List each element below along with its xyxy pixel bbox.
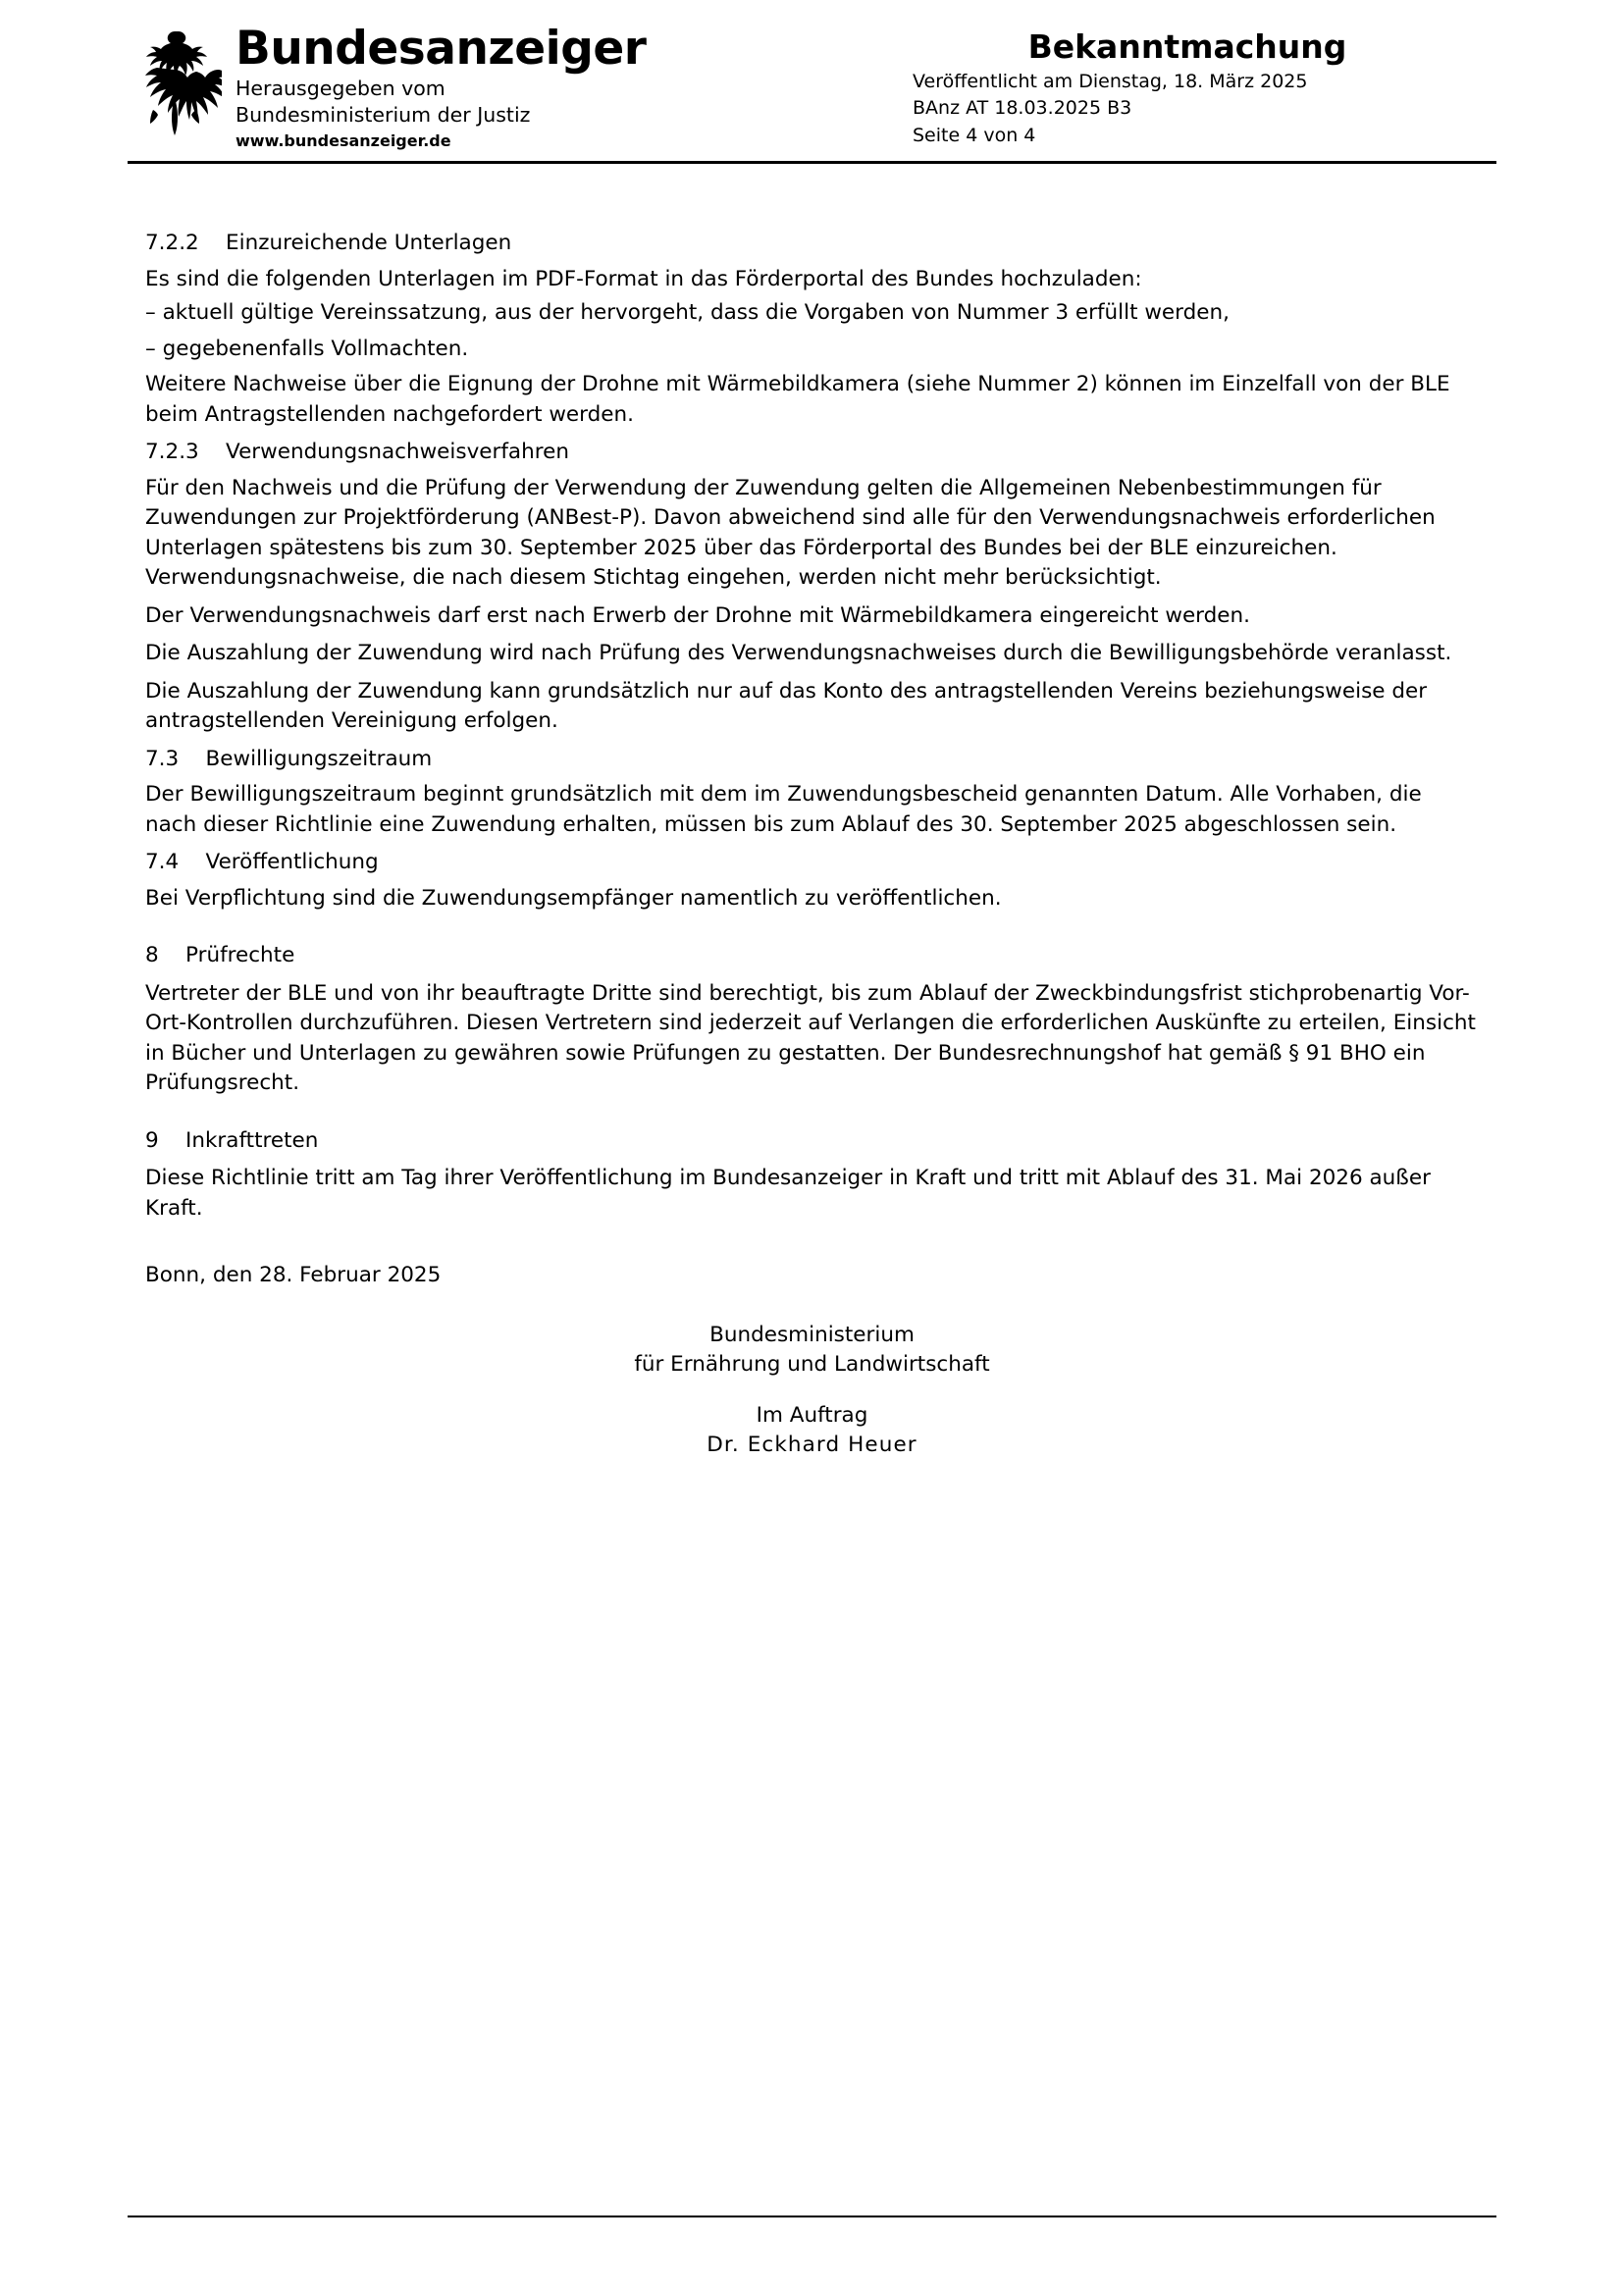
spacer [145, 921, 1479, 941]
paragraph-7-4-1: Bei Verpflichtung sind die Zuwendungsempfänger namentlich zu veröffentlichen. [145, 885, 1002, 911]
signer-name: Dr. Eckhard Heuer [707, 1432, 917, 1457]
list-item: – gegebenenfalls Vollmachten. [145, 336, 469, 361]
spacer [145, 1107, 1479, 1126]
brand-title: Bundesanzeiger [236, 22, 647, 76]
brand-website-url: www.bundesanzeiger.de [236, 131, 451, 150]
paragraph-7-2-3-1: Für den Nachweis und die Prüfung der Verwendung der Zuwendung gelten die Allgemeinen Nebenbestimmungen für Zuwendungen zur Projektförderung (ANBest-P). Davon abweichend sind alle für den Verwendungsnachweis erforderlichen Unterlagen spätestens bis zum 30. September 2025 über das Förderportal des Bundes bei der BLE einzureichen. Verwendungsnachweise, die nach diesem Stichtag eingehen, werden nicht mehr berücksichtigt. [145, 475, 1436, 590]
signature-block [145, 1321, 1479, 1460]
heading-7-2-2: 7.2.2 Einzureichende Unterlagen [145, 231, 512, 255]
heading-8: 8 Prüfrechte [145, 943, 295, 967]
brand-subtitle-line1: Herausgegeben vom [236, 77, 445, 100]
publication-reference: BAnz AT 18.03.2025 B3 [913, 97, 1132, 119]
paragraph-9-1: Diese Richtlinie tritt am Tag ihrer Veröffentlichung im Bundesanzeiger in Kraft und tritt mit Ablauf des 31. Mai 2026 außer Kraft. [145, 1166, 1431, 1221]
page-indicator: Seite 4 von 4 [913, 125, 1036, 146]
paragraph-7-2-2-intro: Es sind die folgenden Unterlagen im PDF-Format in das Förderportal des Bundes hochzuladen: [145, 266, 1142, 291]
spacer [145, 1231, 1479, 1261]
federal-eagle-icon [128, 26, 222, 141]
paragraph-7-2-3-2: Der Verwendungsnachweis darf erst nach Erwerb der Drohne mit Wärmebildkamera eingereicht werden. [145, 602, 1250, 628]
paragraph-7-3-1: Der Bewilligungszeitraum beginnt grundsätzlich mit dem im Zuwendungsbescheid genannten Datum. Alle Vorhaben, die nach dieser Richtlinie eine Zuwendung erhalten, müssen bis zum Ablauf des 30. September 2025 abgeschlossen sein. [145, 782, 1422, 837]
list-item: – aktuell gültige Vereinssatzung, aus der hervorgeht, dass die Vorgaben von Nummer 3 erfüllt werden, [145, 300, 1230, 325]
place-and-date: Bonn, den 28. Februar 2025 [145, 1263, 442, 1287]
heading-7-3: 7.3 Bewilligungszeitraum [145, 746, 433, 771]
footer-divider [128, 2216, 1496, 2217]
bundesanzeiger-brand [128, 22, 903, 152]
heading-7-4: 7.4 Veröffentlichung [145, 850, 379, 874]
by-order-label: Im Auftrag [756, 1402, 868, 1428]
brand-text-block [236, 22, 646, 152]
publication-info [903, 22, 1496, 149]
paragraph-8-1: Vertreter der BLE und von ihr beauftragte Dritte sind berechtigt, bis zum Ablauf der Zweckbindungsfrist stichprobenartig Vor-Ort-Kontrollen durchzuführen. Diesen Vertretern sind jederzeit auf Verlangen die erforderlichen Auskünfte zu erteilen, Einsicht in Bücher und Unterlagen zu gewähren sowie Prüfungen zu gestatten. Der Bundesrechnungshof hat gemäß § 91 BHO ein Prüfungsrecht. [145, 980, 1476, 1095]
paragraph-7-2-2-after: Weitere Nachweise über die Eignung der Drohne mit Wärmebildkamera (siehe Nummer 2) können im Einzelfall von der BLE beim Antragstellenden nachgefordert werden. [145, 372, 1450, 427]
heading-9: 9 Inkrafttreten [145, 1127, 319, 1153]
paragraph-7-2-3-4: Die Auszahlung der Zuwendung kann grundsätzlich nur auf das Konto des antragstellenden Vereins beziehungsweise der antragstellenden Vereinigung erfolgen. [145, 678, 1428, 733]
brand-subtitle-line2: Bundesministerium der Justiz [236, 103, 531, 127]
publication-title: Bekanntmachung [1027, 27, 1347, 66]
page-header [0, 0, 1624, 152]
document-body [0, 164, 1624, 1460]
heading-7-2-3: 7.2.3 Verwendungsnachweisverfahren [145, 440, 569, 464]
ministry-line-2: für Ernährung und Landwirtschaft [634, 1351, 990, 1377]
publication-date: Veröffentlicht am Dienstag, 18. März 2025 [913, 71, 1308, 92]
ministry-line-1: Bundesministerium [709, 1322, 915, 1347]
paragraph-7-2-3-3: Die Auszahlung der Zuwendung wird nach Prüfung des Verwendungsnachweises durch die Bewilligungsbehörde veranlasst. [145, 641, 1452, 665]
spacer [145, 1387, 1479, 1401]
